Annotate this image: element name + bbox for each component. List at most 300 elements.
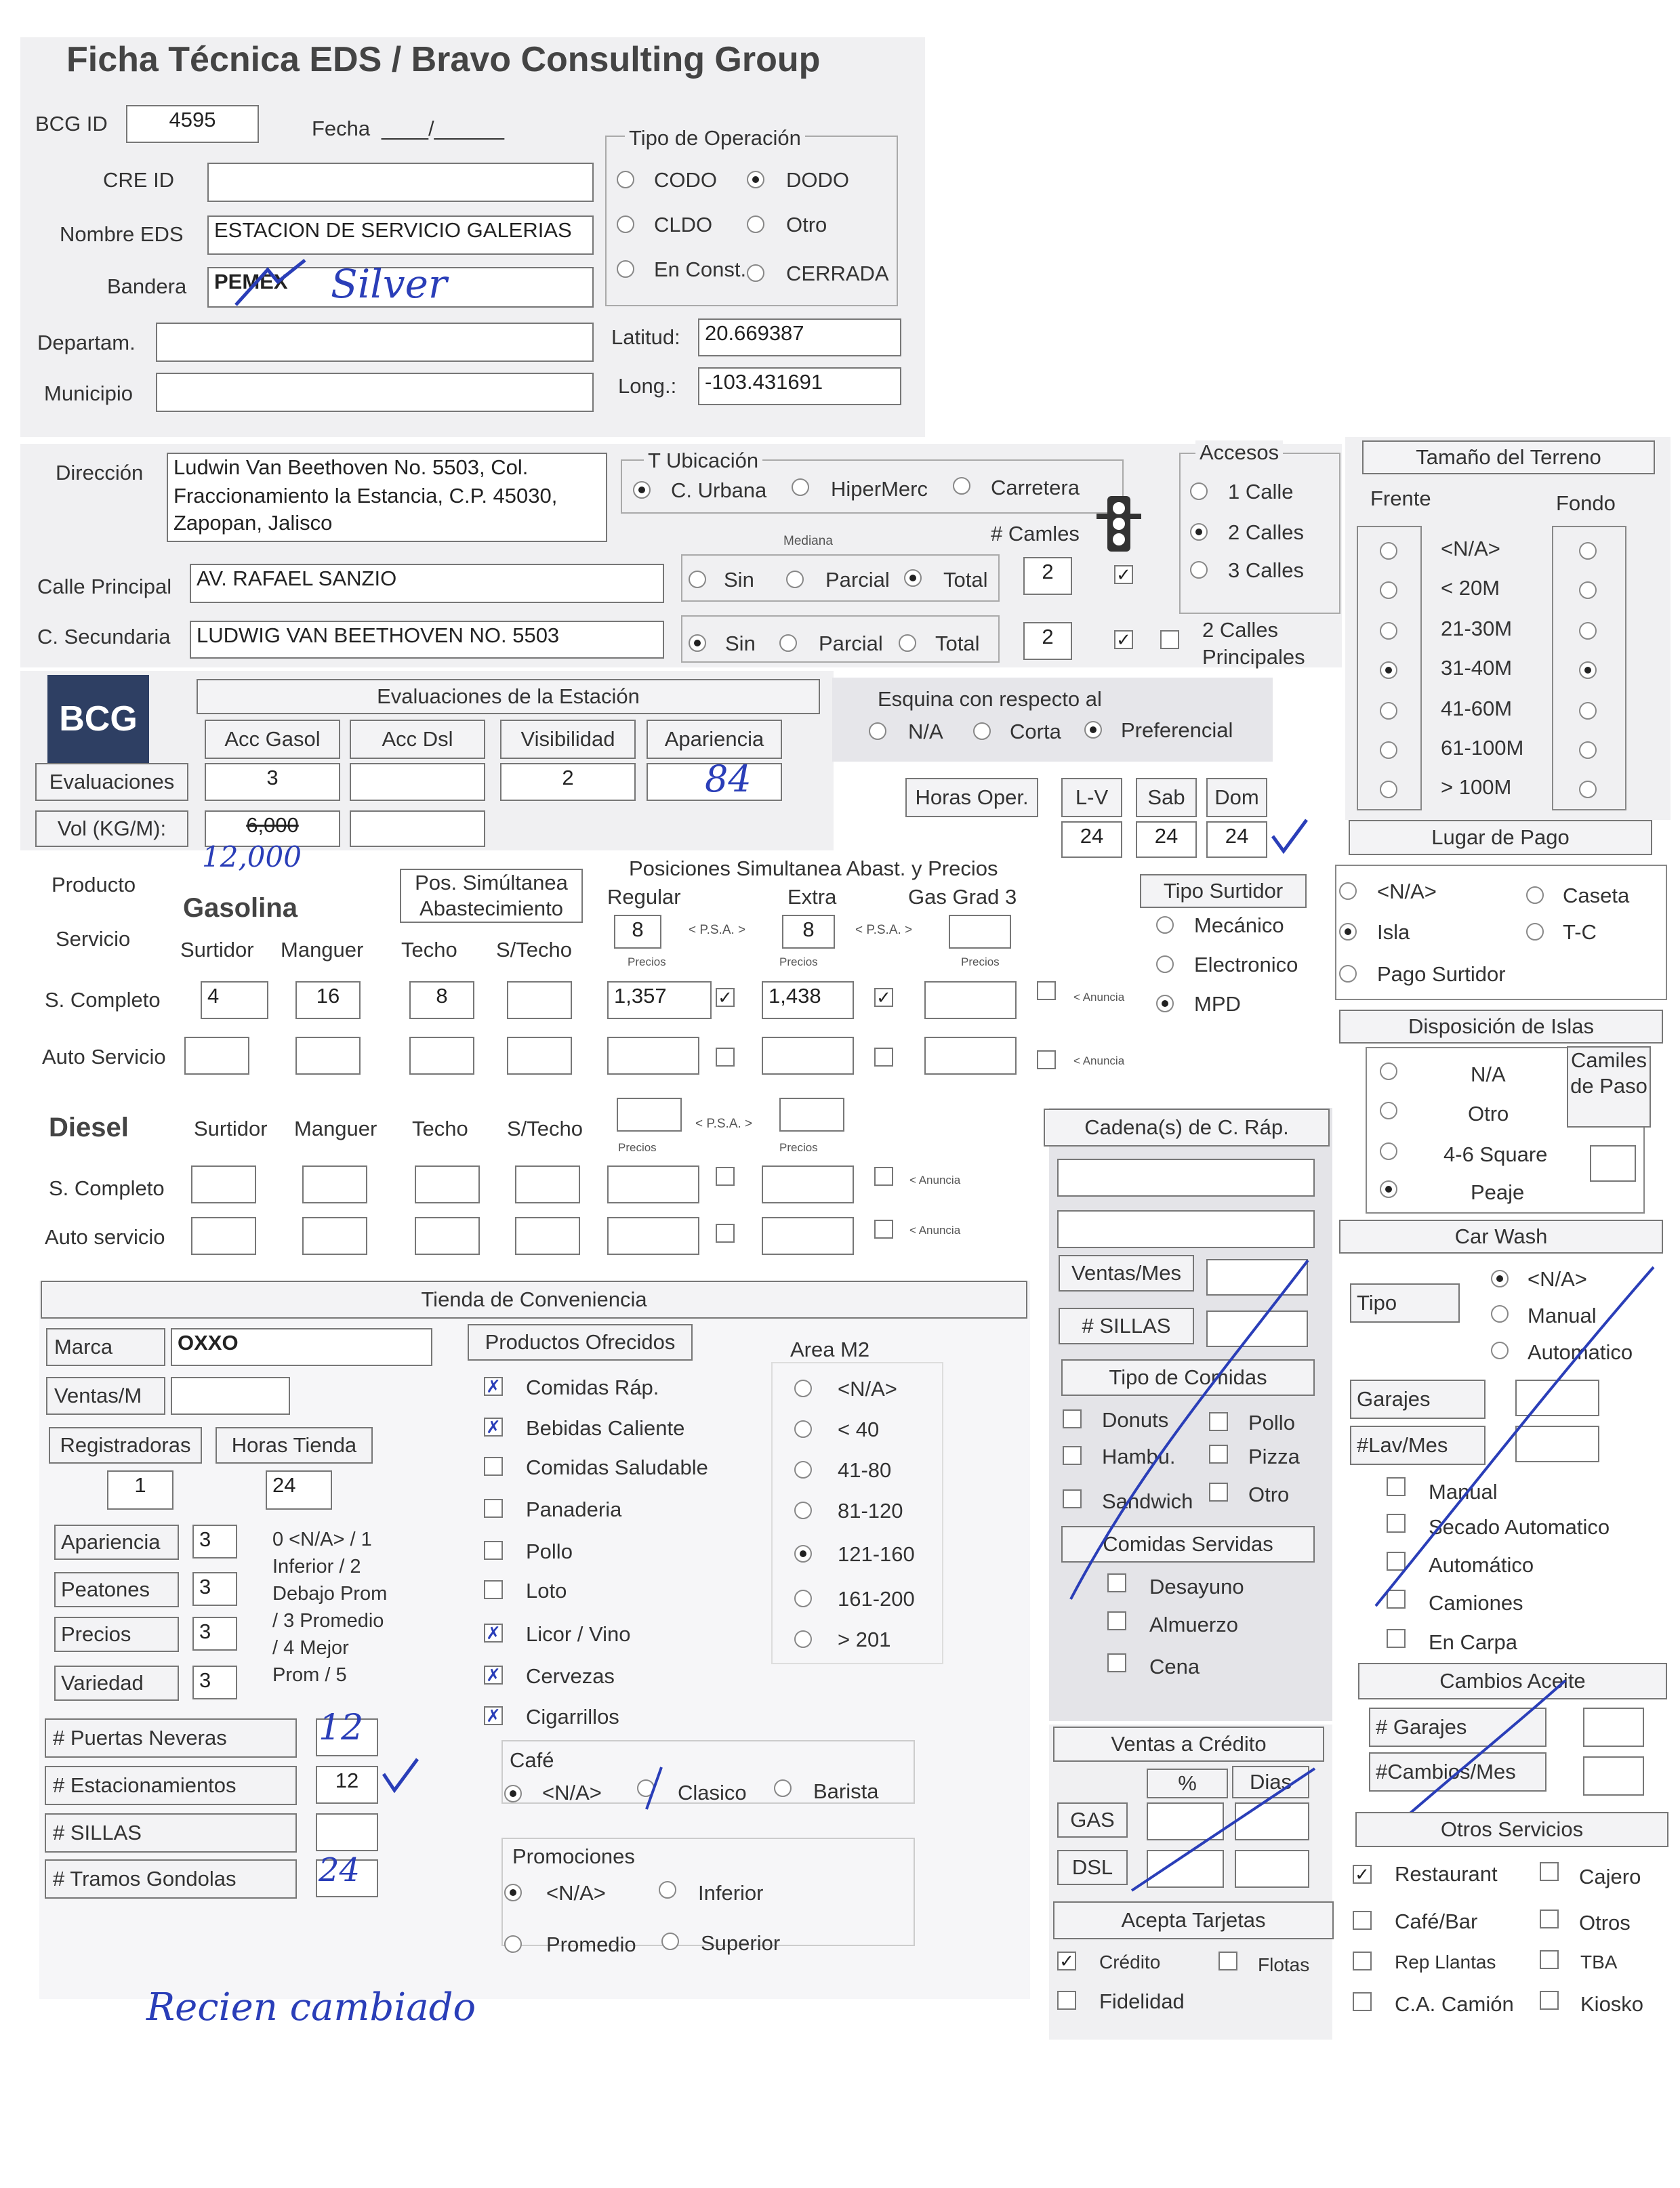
precios-regular-caption: Precios (628, 955, 666, 968)
principal-label: Calle Principal (37, 575, 172, 598)
tarjetas-title: Acepta Tarjetas (1053, 1901, 1334, 1939)
municipio-label: Municipio (44, 381, 133, 405)
radio-mecanico[interactable] (1156, 916, 1174, 934)
secundaria-field[interactable]: LUDWIG VAN BEETHOVEN NO. 5503 (190, 621, 664, 659)
psa-grado3-field[interactable] (949, 915, 1011, 949)
chk-credito[interactable]: ✓ (1057, 1952, 1076, 1970)
terreno-option-label: 61-100M (1441, 736, 1524, 760)
frente-label: Frente (1370, 487, 1431, 510)
chk-cafebar[interactable] (1353, 1911, 1372, 1930)
garajes-label: Garajes (1350, 1380, 1486, 1419)
registradoras-field[interactable]: 1 (107, 1470, 173, 1510)
radio-secundaria-sin[interactable] (689, 634, 706, 652)
stecho-label: S/Techo (496, 938, 573, 962)
servicio-label: Servicio (56, 927, 131, 951)
radio-area-6[interactable] (794, 1630, 812, 1648)
radio-codo[interactable] (617, 171, 634, 188)
carwash-manual-label: Manual (1528, 1304, 1597, 1327)
as-grado3-price[interactable] (924, 1037, 1017, 1075)
otros-restaurant-label: Restaurant (1395, 1862, 1498, 1886)
producto-checkbox[interactable]: ✗ (484, 1377, 503, 1396)
radio-pago-surtidor[interactable] (1339, 965, 1357, 983)
page-title: Ficha Técnica EDS / Bravo Consulting Group (66, 40, 821, 79)
terreno-option-label: <N/A> (1441, 537, 1500, 560)
tarjeta-flotas-label: Flotas (1258, 1954, 1310, 1975)
pago-caseta-label: Caseta (1563, 884, 1630, 907)
diesel-sc-techo[interactable] (415, 1165, 480, 1203)
diesel-sc-anuncia-1[interactable] (716, 1167, 735, 1186)
as-regular-anuncia[interactable] (716, 1048, 735, 1067)
as-grado3-anuncia[interactable] (1037, 1050, 1056, 1069)
bandera-handwritten: Silver (331, 261, 447, 307)
radio-hipermerc[interactable] (792, 478, 809, 496)
sc-grado3-price[interactable] (924, 981, 1017, 1019)
radio-pago-isla[interactable] (1339, 923, 1357, 941)
terreno-option-label: 41-60M (1441, 697, 1513, 720)
radio-dodo[interactable] (747, 171, 764, 188)
sc-regular-price[interactable]: 1,357 (607, 981, 712, 1019)
opt-1calle-label: 1 Calle (1228, 480, 1294, 503)
as-extra-price[interactable] (762, 1037, 854, 1075)
as-extra-anuncia[interactable] (874, 1048, 893, 1067)
radio-cafe-na[interactable] (504, 1785, 522, 1802)
otros-kiosko-label: Kiosko (1580, 1992, 1644, 2016)
radio-islas-otro[interactable] (1380, 1102, 1397, 1119)
sandwich-label: Sandwich (1102, 1489, 1193, 1513)
fecha-label: Fecha (312, 117, 371, 140)
secundaria-carriles-field[interactable]: 2 (1023, 622, 1072, 660)
puertas-label: # Puertas Neveras (45, 1718, 297, 1758)
marca-label: Marca (46, 1328, 165, 1366)
radio-islas-square[interactable] (1380, 1142, 1397, 1160)
diesel-psa-1[interactable] (617, 1098, 682, 1132)
precios-grado3-caption: Precios (961, 955, 1000, 968)
radio-principal-sin[interactable] (689, 571, 706, 588)
dir-line-3[interactable]: Zapopan, Jalisco (167, 510, 607, 542)
ventas-m-field[interactable] (171, 1377, 290, 1415)
hora-dom-label: Dom (1206, 778, 1267, 817)
as-manguer-field[interactable] (295, 1037, 361, 1075)
chk-restaurant[interactable]: ✓ (1353, 1865, 1372, 1884)
diesel-sc-price-1[interactable] (607, 1165, 699, 1203)
traffic-light-icon (1095, 493, 1143, 554)
almuerzo-label: Almuerzo (1149, 1613, 1238, 1636)
gondolas-handwritten: 24 (319, 1851, 361, 1889)
tipo-operacion-title: Tipo de Operación (625, 126, 805, 150)
radio-principal-parcial[interactable] (786, 571, 804, 588)
crossout-mark-carwash (1369, 1260, 1660, 1613)
cadena-title: Cadena(s) de C. Ráp. (1044, 1109, 1330, 1147)
radio-fondo-2[interactable] (1579, 622, 1597, 640)
otros-title: Otros Servicios (1355, 1812, 1668, 1847)
esquina-preferencial-label: Preferencial (1121, 718, 1233, 742)
producto-label: Cervezas (526, 1664, 615, 1688)
cre-field[interactable] (207, 163, 594, 202)
cw-secado-label: Secado Automatico (1429, 1515, 1610, 1539)
radio-secundaria-parcial[interactable] (779, 634, 797, 652)
fondo-label: Fondo (1556, 491, 1616, 515)
chk-kiosko[interactable] (1540, 1991, 1559, 2010)
bcg-id-label: BCG ID (35, 112, 108, 136)
producto-label: Comidas Saludable (526, 1456, 708, 1479)
principal-carriles-field[interactable]: 2 (1023, 557, 1072, 595)
vol-extra-field[interactable] (350, 810, 485, 847)
pos-simultanea-title: Pos. Simúltanea Abastecimiento (400, 869, 583, 923)
opt-cldo-label: CLDO (654, 213, 713, 236)
radio-pago-caseta[interactable] (1526, 886, 1544, 904)
radio-cldo[interactable] (617, 215, 634, 233)
cw-carpa-label: En Carpa (1429, 1630, 1517, 1654)
cafe-clasico-label: Clasico (678, 1781, 747, 1804)
cadena-field-1[interactable] (1057, 1159, 1315, 1197)
carwash-title: Car Wash (1339, 1220, 1663, 1254)
sc-techo-field[interactable]: 8 (409, 981, 474, 1019)
diesel-sc-price-2[interactable] (762, 1165, 854, 1203)
estac-field[interactable]: 12 (316, 1766, 378, 1804)
municipio-field[interactable] (156, 373, 594, 412)
producto-checkbox[interactable]: ✗ (484, 1418, 503, 1437)
radio-principal-total[interactable] (904, 569, 922, 587)
rating-label: Precios (54, 1617, 179, 1652)
precios-extra-caption: Precios (779, 955, 818, 968)
radio-esquina-corta[interactable] (973, 722, 991, 740)
cafe-barista-label: Barista (813, 1779, 879, 1803)
radio-1calle[interactable] (1190, 482, 1208, 500)
diesel-sc-label: S. Completo (49, 1176, 165, 1200)
long-label: Long.: (618, 374, 677, 398)
chk-rep-llantas[interactable] (1353, 1952, 1372, 1970)
diesel-anuncia-label-1: < Anuncia (909, 1174, 961, 1186)
radio-area-3[interactable] (794, 1502, 812, 1519)
diesel-sc-stecho[interactable] (515, 1165, 580, 1203)
radio-cafe-barista[interactable] (774, 1779, 792, 1797)
diesel-as-techo[interactable] (415, 1217, 480, 1255)
diesel-as-price-2[interactable] (762, 1217, 854, 1255)
psa-regular-field[interactable]: 8 (614, 915, 661, 949)
lat-label: Latitud: (611, 325, 680, 349)
diesel-as-manguer[interactable] (302, 1217, 367, 1255)
gondolas-label: # Tramos Gondolas (45, 1859, 297, 1899)
radio-esquina-preferencial[interactable] (1084, 721, 1102, 739)
radio-fondo-4[interactable] (1579, 702, 1597, 720)
opt-en-const-label: En Const. (654, 257, 747, 281)
terreno-option-label: > 100M (1441, 775, 1512, 799)
promo-inferior-label: Inferior (698, 1881, 764, 1905)
tienda-title: Tienda de Conveniencia (41, 1281, 1027, 1319)
pago-tc-label: T-C (1563, 920, 1597, 944)
evaluaciones-row-label: Evaluaciones (35, 763, 188, 801)
vol-field[interactable]: 6,000 (205, 810, 340, 847)
radio-area-4[interactable] (794, 1545, 812, 1563)
pizza-label: Pizza (1248, 1445, 1300, 1468)
sc-label: S. Completo (45, 988, 161, 1012)
radio-islas-peaje[interactable] (1380, 1180, 1397, 1198)
radio-fondo-6[interactable] (1579, 781, 1597, 798)
rating-value[interactable]: 3 (192, 1666, 237, 1699)
radio-frente-1[interactable] (1380, 581, 1397, 599)
cambios-garajes-field[interactable] (1583, 1708, 1644, 1747)
radio-otro[interactable] (747, 215, 764, 233)
sc-manguer-field[interactable]: 16 (295, 981, 361, 1019)
as-techo-field[interactable] (409, 1037, 474, 1075)
anuncia-label-2: < Anuncia (1073, 1054, 1125, 1067)
tipo-surtidor-title: Tipo Surtidor (1140, 874, 1307, 908)
radio-cerrada[interactable] (747, 264, 764, 282)
rating-value[interactable]: 3 (192, 1572, 237, 1606)
diesel-surtidor-label: Surtidor (194, 1117, 268, 1140)
radio-promo-inferior[interactable] (659, 1881, 676, 1899)
radio-frente-4[interactable] (1380, 702, 1397, 720)
hambu-label: Hambu. (1102, 1445, 1176, 1468)
terreno-title: Tamaño del Terreno (1362, 440, 1655, 474)
islas-title: Disposición de Islas (1339, 1010, 1663, 1044)
chk-otros[interactable] (1540, 1910, 1559, 1928)
col-acc-dsl: Acc Dsl (350, 720, 485, 759)
terreno-option-label: < 20M (1441, 576, 1500, 600)
islas-na-label: N/A (1471, 1062, 1506, 1086)
radio-frente-2[interactable] (1380, 622, 1397, 640)
diesel-sc-surtidor[interactable] (191, 1165, 256, 1203)
chk-fidelidad[interactable] (1057, 1991, 1076, 2010)
producto-checkbox[interactable]: ✗ (484, 1706, 503, 1725)
lugar-pago-title: Lugar de Pago (1349, 820, 1652, 855)
radio-secundaria-total[interactable] (899, 634, 916, 652)
radio-fondo-5[interactable] (1579, 741, 1597, 759)
nombre-field[interactable]: ESTACION DE SERVICIO GALERIAS (207, 215, 594, 255)
opt-2calles-label: 2 Calles (1228, 520, 1304, 544)
cw-automatico-label: Automático (1429, 1553, 1534, 1577)
opt-electronico-label: Electronico (1194, 953, 1298, 976)
tarjeta-fidelidad-label: Fidelidad (1099, 1989, 1185, 2013)
ventas-m-label: Ventas/M (46, 1377, 165, 1415)
psa-label-2: < P.S.A. > (855, 923, 913, 937)
area-option-label: < 40 (838, 1418, 880, 1441)
anuncia-label-1: < Anuncia (1073, 991, 1125, 1004)
radio-fondo-0[interactable] (1579, 542, 1597, 560)
otros-tba-label: TBA (1580, 1952, 1618, 1973)
chk-cajero[interactable] (1540, 1862, 1559, 1881)
pago-isla-label: Isla (1377, 920, 1410, 944)
cambios-garajes-label: # Garajes (1369, 1708, 1546, 1747)
bcg-logo: BCG (47, 675, 149, 763)
hora-lv-field[interactable]: 24 (1061, 821, 1122, 858)
marca-field[interactable]: OXXO (171, 1328, 432, 1366)
hora-dom-field[interactable]: 24 (1206, 821, 1267, 858)
depto-field[interactable] (156, 323, 594, 362)
cadena-field-2[interactable] (1057, 1210, 1315, 1248)
sc-surtidor-field[interactable]: 4 (201, 981, 268, 1019)
credito-title: Ventas a Crédito (1053, 1727, 1324, 1762)
producto-checkbox[interactable] (484, 1580, 503, 1599)
carwash-auto-label: Automatico (1528, 1340, 1633, 1364)
diesel-precios-caption-1: Precios (618, 1141, 657, 1154)
hora-sab-field[interactable]: 24 (1136, 821, 1197, 858)
radio-area-0[interactable] (794, 1380, 812, 1397)
diesel-as-stecho[interactable] (515, 1217, 580, 1255)
producto-checkbox[interactable] (484, 1499, 503, 1518)
calles-principales-check[interactable] (1160, 630, 1179, 649)
radio-fondo-1[interactable] (1579, 581, 1597, 599)
radio-frente-0[interactable] (1380, 542, 1397, 560)
col-acc-gasol: Acc Gasol (205, 720, 340, 759)
sc-grado3-anuncia[interactable] (1037, 981, 1056, 1000)
producto-label: Loto (526, 1579, 567, 1603)
principal-sin-label: Sin (724, 568, 754, 592)
radio-3calles[interactable] (1190, 561, 1208, 579)
radio-esquina-na[interactable] (869, 722, 886, 740)
cambios-mes-field[interactable] (1583, 1756, 1644, 1796)
scale-legend-5: / 4 Mejor (272, 1637, 349, 1659)
chk-ca-camion[interactable] (1353, 1992, 1372, 2011)
terreno-option-label: 21-30M (1441, 617, 1513, 640)
radio-promo-promedio[interactable] (504, 1935, 522, 1953)
chk-cena[interactable] (1107, 1653, 1126, 1672)
psa-extra-field[interactable]: 8 (782, 915, 835, 949)
radio-frente-6[interactable] (1380, 781, 1397, 798)
as-surtidor-field[interactable] (184, 1037, 249, 1075)
tienda-sillas-field[interactable] (316, 1813, 378, 1851)
eval-visibilidad[interactable]: 2 (500, 763, 636, 801)
eval-acc-dsl[interactable] (350, 763, 485, 801)
secundaria-semaforo-check[interactable]: ✓ (1114, 630, 1133, 649)
esquina-corta-label: Corta (1010, 720, 1061, 743)
islas-otro-label: Otro (1468, 1102, 1509, 1126)
rating-value[interactable]: 3 (192, 1617, 237, 1651)
diesel-as-anuncia-2[interactable] (874, 1220, 893, 1239)
strike-mark (230, 257, 312, 312)
scale-legend-3: Debajo Prom (272, 1583, 388, 1605)
diesel-precios-caption-2: Precios (779, 1141, 818, 1154)
principal-field[interactable]: AV. RAFAEL SANZIO (190, 564, 664, 603)
sc-extra-price[interactable]: 1,438 (762, 981, 854, 1019)
bandera-field[interactable]: PEMEX (207, 267, 594, 308)
vol-label: Vol (KG/M): (35, 810, 188, 847)
depto-label: Departam. (37, 331, 136, 354)
estac-checkmark-icon (380, 1755, 420, 1796)
dir-line-1[interactable]: Ludwin Van Beethoven No. 5503, Col. (167, 453, 607, 482)
radio-pago-tc[interactable] (1526, 923, 1544, 941)
tarjeta-credito-label: Crédito (1099, 1952, 1161, 1973)
producto-checkbox[interactable]: ✗ (484, 1624, 503, 1643)
credito-gas-label: GAS (1057, 1802, 1128, 1838)
cafe-crossout-mark (641, 1764, 668, 1812)
chk-cw-carpa[interactable] (1387, 1629, 1406, 1648)
cafe-na-label: <N/A> (542, 1781, 602, 1804)
dir-line-2[interactable]: Fraccionamiento la Estancia, C.P. 45030, (167, 482, 607, 510)
radio-en-const[interactable] (617, 260, 634, 278)
sc-extra-anuncia[interactable]: ✓ (874, 988, 893, 1007)
diesel-title: Diesel (49, 1113, 129, 1142)
radio-islas-na[interactable] (1380, 1062, 1397, 1080)
donuts-label: Donuts (1102, 1408, 1169, 1432)
bcg-id-field[interactable]: 4595 (126, 105, 259, 143)
rating-value[interactable]: 3 (192, 1525, 237, 1559)
horas-tienda-field[interactable]: 24 (266, 1470, 332, 1510)
producto-label: Cigarrillos (526, 1705, 619, 1729)
producto-checkbox[interactable] (484, 1457, 503, 1476)
crossout-mark-credito (1125, 1762, 1322, 1897)
apariencia-handwritten: 84 (705, 758, 752, 800)
producto-checkbox[interactable]: ✗ (484, 1666, 503, 1685)
cw-manual-label: Manual (1429, 1480, 1498, 1504)
radio-fondo-3[interactable] (1579, 661, 1597, 679)
gasolina-title: Gasolina (183, 893, 298, 923)
chk-flotas[interactable] (1218, 1952, 1237, 1970)
cadena-ventas-label: Ventas/Mes (1059, 1255, 1194, 1292)
scale-legend-2: Inferior / 2 (272, 1556, 361, 1577)
radio-area-2[interactable] (794, 1461, 812, 1479)
as-regular-price[interactable] (607, 1037, 699, 1075)
pollo-cr-label: Pollo (1248, 1411, 1295, 1434)
sc-regular-anuncia[interactable]: ✓ (716, 988, 735, 1007)
pago-surtidor-label: Pago Surtidor (1377, 962, 1506, 986)
horas-label: Horas Oper. (905, 778, 1038, 817)
producto-label: Licor / Vino (526, 1622, 631, 1646)
diesel-as-price-1[interactable] (607, 1217, 699, 1255)
radio-frente-3[interactable] (1380, 661, 1397, 679)
radio-mpd[interactable] (1156, 995, 1174, 1012)
radio-promo-superior[interactable] (661, 1933, 679, 1950)
radio-urbana[interactable] (633, 481, 651, 499)
eval-acc-gasol[interactable]: 3 (205, 763, 340, 801)
radio-area-5[interactable] (794, 1590, 812, 1607)
scale-legend-6: Prom / 5 (272, 1664, 347, 1686)
diesel-sc-anuncia-2[interactable] (874, 1167, 893, 1186)
opt-mpd-label: MPD (1194, 992, 1241, 1016)
surtidor-label: Surtidor (180, 938, 254, 962)
producto-checkbox[interactable] (484, 1541, 503, 1560)
puertas-handwritten: 12 (319, 1708, 364, 1748)
area-option-label: > 201 (838, 1628, 891, 1651)
otros-camion-label: C.A. Camión (1395, 1992, 1514, 2016)
diesel-as-label: Auto servicio (45, 1225, 165, 1249)
comidas-servidas-title: Comidas Servidas (1061, 1526, 1315, 1563)
diesel-psa-2[interactable] (779, 1098, 844, 1132)
camiles-label: # Camles (991, 522, 1080, 545)
diesel-sc-manguer[interactable] (302, 1165, 367, 1203)
chk-tba[interactable] (1540, 1950, 1559, 1969)
principal-semaforo-check[interactable]: ✓ (1114, 565, 1133, 584)
radio-area-1[interactable] (794, 1420, 812, 1438)
long-field[interactable]: -103.431691 (698, 367, 901, 405)
chk-almuerzo[interactable] (1107, 1611, 1126, 1630)
cena-label: Cena (1149, 1655, 1200, 1678)
sc-stecho-field[interactable] (507, 981, 572, 1019)
carwash-na-label: <N/A> (1528, 1267, 1587, 1291)
radio-promo-na[interactable] (504, 1884, 522, 1901)
radio-frente-5[interactable] (1380, 741, 1397, 759)
diesel-as-anuncia-1[interactable] (716, 1224, 735, 1243)
fecha-field[interactable]: ____/______ (382, 117, 505, 140)
otro-comida-label: Otro (1248, 1483, 1290, 1506)
radio-pago-na[interactable] (1339, 882, 1357, 900)
islas-peaje-label: Peaje (1471, 1180, 1525, 1204)
camiles-paso-field[interactable] (1590, 1145, 1636, 1182)
hora-sab-label: Sab (1136, 778, 1197, 817)
radio-carretera[interactable] (953, 477, 970, 495)
radio-2calles[interactable] (1190, 523, 1208, 541)
tipo-comidas-title: Tipo de Comidas (1061, 1359, 1315, 1396)
radio-electronico[interactable] (1156, 955, 1174, 973)
manguer-label: Manguer (281, 938, 364, 962)
diesel-psa-label: < P.S.A. > (695, 1117, 753, 1131)
otros-cajero-label: Cajero (1579, 1865, 1641, 1888)
otros-otros-label: Otros (1579, 1911, 1631, 1935)
lat-field[interactable]: 20.669387 (698, 318, 901, 356)
credito-dias-label: Dias (1232, 1766, 1309, 1798)
diesel-as-surtidor[interactable] (191, 1217, 256, 1255)
as-stecho-field[interactable] (507, 1037, 572, 1075)
